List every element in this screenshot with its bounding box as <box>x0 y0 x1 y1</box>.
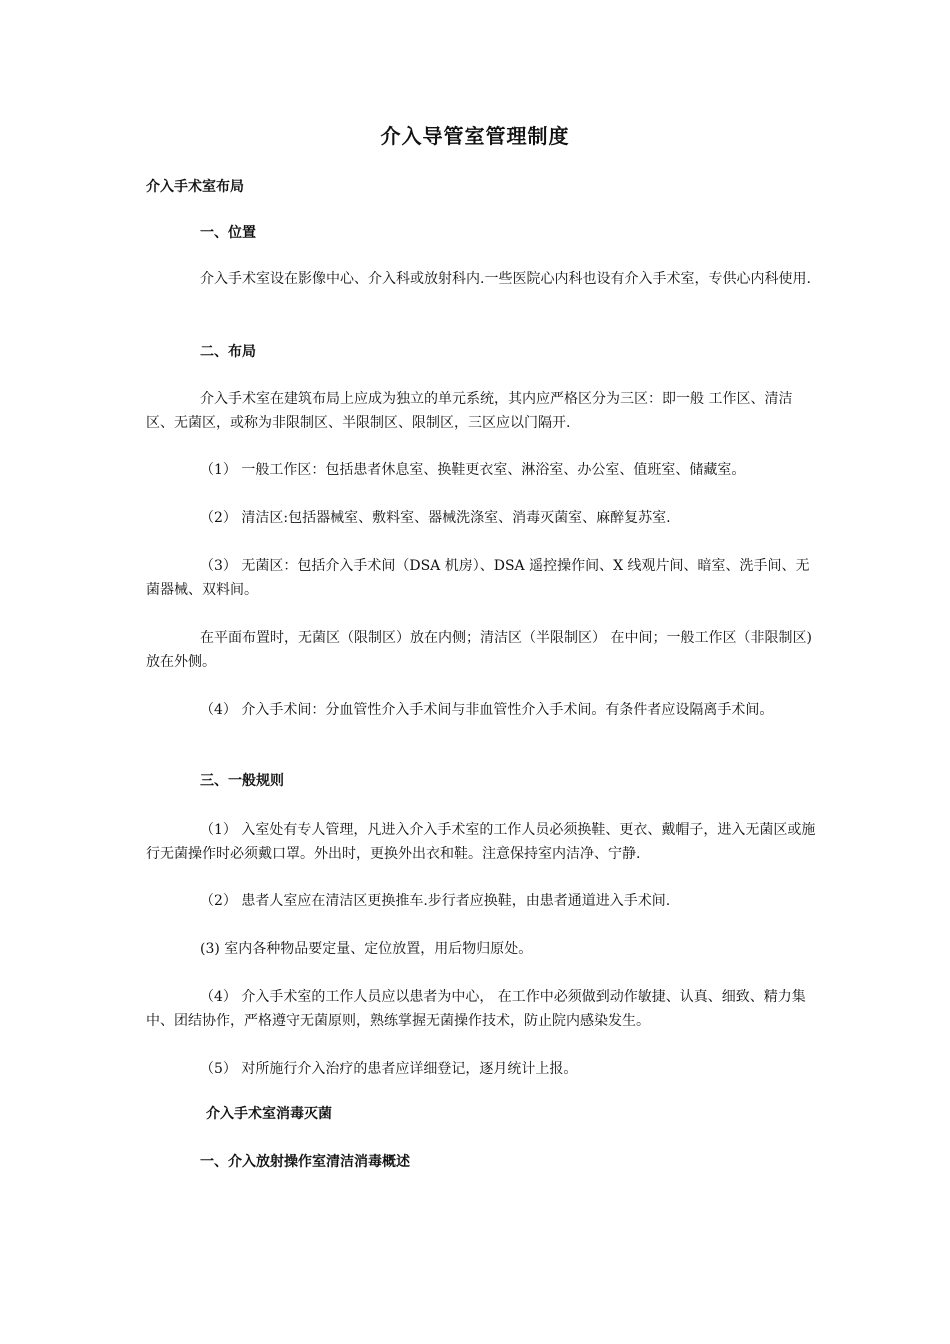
rule-item-5: （5） 对所施行介入治疗的患者应详细登记，逐月统计上报。 <box>200 1061 578 1077</box>
list-item-zone-1: （1） 一般工作区：包括患者休息室、换鞋更衣室、淋浴室、办公室、值班室、储藏室。 <box>200 462 746 478</box>
section-heading-disinfection: 介入手术室消毒灭菌 <box>206 1106 332 1122</box>
subheading-layout: 二、布局 <box>200 344 256 360</box>
rule-item-3: (3) 室内各种物品要定量、定位放置，用后物归原处。 <box>200 941 533 957</box>
list-item-zone-3: （3） 无菌区：包括介入手术间（DSA 机房）、DSA 遥控操作间、X 线观片间、暗室、洗手间、无菌器械、双料间。 <box>146 558 810 598</box>
document-title: 介入导管室管理制度 <box>380 124 570 148</box>
paragraph-layout: 介入手术室在建筑布局上应成为独立的单元系统，其内应严格区分为三区：即一般 工作区、清洁区、无菌区，或称为非限制区、半限制区、限制区，三区应以门隔开. <box>146 391 793 431</box>
rule-item-4: （4） 介入手术室的工作人员应以患者为中心， 在工作中必须做到动作敏捷、认真、细致、精力集中、团结协作，严格遵守无菌原则，熟练掌握无菌操作技术，防止院内感染发生。 <box>146 989 806 1029</box>
subheading-cleaning-overview: 一、介入放射操作室清洁消毒概述 <box>200 1154 410 1170</box>
subheading-general-rules: 三、一般规则 <box>200 773 284 789</box>
paragraph-location: 介入手术室设在影像中心、介入科或放射科内.一些医院心内科也设有介入手术室，专供心内科使用. <box>200 271 811 287</box>
list-item-operating-room: （4） 介入手术间：分血管性介入手术间与非血管性介入手术间。有条件者应设隔离手术间。 <box>200 702 774 718</box>
subheading-location: 一、位置 <box>200 225 256 241</box>
paragraph-placement-note: 在平面布置时，无菌区（限制区）放在内侧；清洁区（半限制区） 在中间；一般工作区（非限制区)放在外侧。 <box>146 630 812 670</box>
rule-item-1: （1） 入室处有专人管理，凡进入介入手术室的工作人员必须换鞋、更衣、戴帽子，进入无菌区或施行无菌操作时必须戴口罩。外出时，更换外出衣和鞋。注意保持室内洁净、宁静. <box>146 822 816 862</box>
section-heading-layout: 介入手术室布局 <box>146 179 244 195</box>
rule-item-2: （2） 患者人室应在清洁区更换推车.步行者应换鞋，由患者通道进入手术间. <box>200 893 671 909</box>
list-item-zone-2: （2） 清洁区:包括器械室、敷料室、器械洗涤室、消毒灭菌室、麻醉复苏室. <box>200 510 671 526</box>
